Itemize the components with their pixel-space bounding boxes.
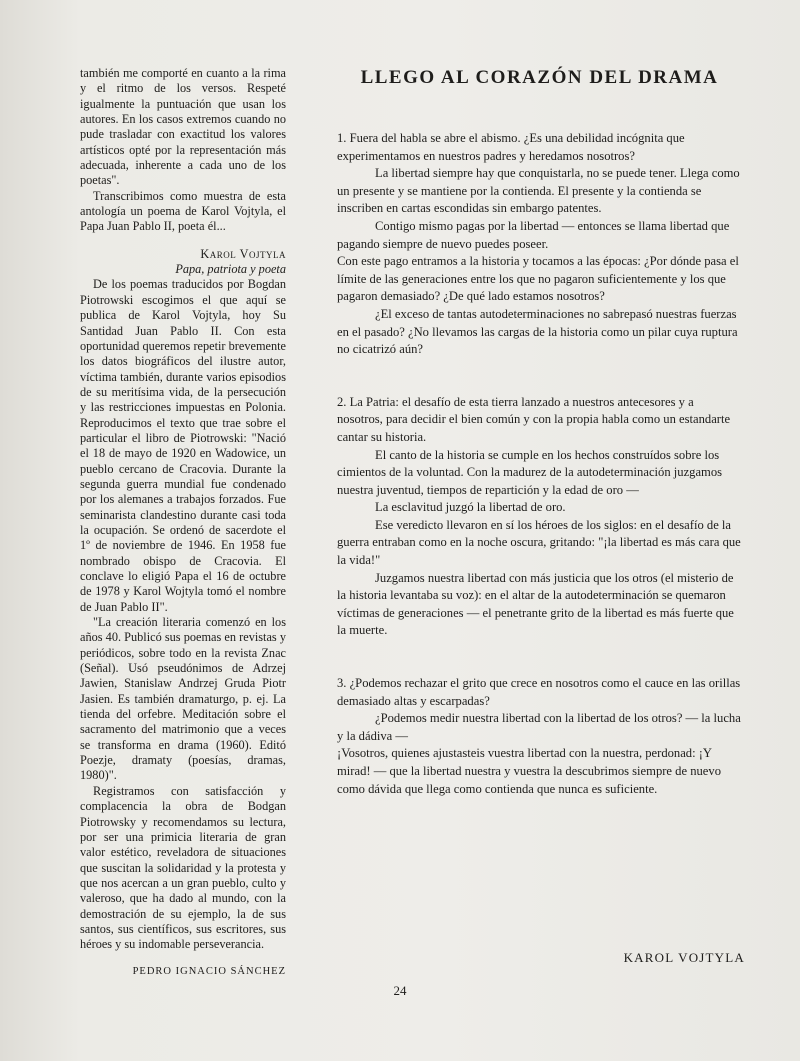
page-number: 24 xyxy=(393,983,407,998)
poem-line: ¡Vosotros, quienes ajustasteis vuestra libertad con la nuestra, perdonad: ¡Y mirad! — que la libertad nuestra y vuestra la descubrimos siempre de nuevo como dávida que llega como contienda que nunca es suficiente. xyxy=(337,746,721,796)
poem-line: Con este pago entramos a la historia y tocamos a las épocas: ¿Por dónde pasa el límite de las generaciones entre los que no pagaron suficientemente y los que pagaron demasiado? ¿De qué lado estamos nosotros? xyxy=(337,254,739,304)
left-paragraph-5: Registramos con satisfacción y complacencia la obra de Bodgan Piotrowsky y recomendamos su lectura, por ser una primicia literaria de gran valor estético, reveladora de situaciones que suscitan la solidaridad y la protesta y que nos acercan a un gran pueblo, culto y valeroso, que ha dado al mundo, con la demostración de su ejemplo, la de sus santos, sus científicos, sus escritores, sus héroes y su indomable perseverancia. xyxy=(80,783,286,952)
poem-section-3 xyxy=(337,675,742,798)
left-paragraph-4: "La creación literaria comenzó en los años 40. Publicó sus poemas en revistas y periódicos, sobre todo en la revista Znac (Señal). Usó pseudónimos de Adrzej Jawien, Stanislaw Andrzej Gruda Piotr Jasien. Es también dramaturgo, p. ej. La tienda del orfebre. Meditación sobre el sacramento del matrimonio que a veces se transforma en drama (1960). Editó Poezje, dramaty (poesías, dramas, 1980)". xyxy=(80,615,286,783)
poem-title: LLEGO AL CORAZÓN DEL DRAMA xyxy=(360,67,719,88)
poem-line: ¿El exceso de tantas autodeterminaciones no sabrepasó nuestras fuerzas en el pasado? ¿No llevamos las cargas de la historia como un pilar cuya ruptura no cicatrizó aún? xyxy=(337,306,738,357)
poem-line: Juzgamos nuestra libertad con más justicia que los otros (el misterio de la historia levantaba su voz): en el altar de la autodeterminación se quemaron víctimas de generaciones — el penetrante grito de la libertad es más fuerte que la muerte. xyxy=(337,570,734,638)
poem-author-subtitle: Papa, patriota y poeta xyxy=(175,262,286,277)
poem-section-2 xyxy=(337,394,742,640)
poem-line: 3. ¿Podemos rechazar el grito que crece en nosotros como el cauce en las orillas demasiado altas y escarpadas? xyxy=(337,676,741,708)
article-signature: PEDRO IGNACIO SÁNCHEZ xyxy=(132,965,286,977)
left-paragraph-2: Transcribimos como muestra de esta antología un poema de Karol Vojtyla, el Papa Juan Pablo II, poeta él... xyxy=(80,188,286,234)
poem-author-heading: Karol Vojtyla xyxy=(200,246,286,261)
poem-line: La esclavitud juzgó la libertad de oro. xyxy=(375,500,566,515)
poem-section-1 xyxy=(337,130,742,359)
poem-author-signature: KAROL VOJTYLA xyxy=(623,950,745,965)
poem-line: 1. Fuera del habla se abre el abismo. ¿Es una debilidad incógnita que experimentamos en nuestros padres y heredamos nosotros? xyxy=(337,131,685,163)
poem-line: Contigo mismo pagas por la libertad — entonces se llama libertad que pagando siempre de nuevo puedes poseer. xyxy=(337,218,730,251)
right-column xyxy=(337,66,742,833)
poem-line: 2. La Patria: el desafío de esta tierra lanzado a nuestros antecesores y a nosotros, para decidir el bien común y con la propia habla como un estandarte cantar su historia. xyxy=(337,394,731,444)
left-column xyxy=(80,66,286,979)
left-paragraph-3: De los poemas traducidos por Bogdan Piotrowski escogimos el que aquí se publica de Karol Vojtyla, hoy Su Santidad Juan Pablo II. Con esta oportunidad queremos repetir brevemente los datos biográficos del ilustre autor, víctima también, durante varios episodios de su meritísima vida, de la persecución y las restricciones impuestas en Polonia. Reproducimos el texto que trae sobre el particular el libro de Piotrowski: "Nació el 18 de mayo de 1920 en Wadowice, un pueblo cercano de Cracovia. Durante la segunda guerra mundial fue condenado por los alemanes a trabajos forzados. Fue seminarista clandestino durante casi toda la ocupación. Se ordenó de sacerdote el 1º de noviembre de 1946. En 1958 fue nombrado obispo de Cracovia. El conclave lo eligió Papa el 16 de octubre de 1978 y Karol Wojtyla tomó el nombre de Juan Pablo II". xyxy=(80,277,286,614)
left-paragraph-1: también me comporté en cuanto a la rima y el ritmo de los versos. Respeté igualmente la puntuación que usan los autores. En los casos extremos cuando no pude trasladar con exactitud los valores artísticos opté por la representación más adecuada, inherente a cada uno de los poetas". xyxy=(80,66,286,188)
poem-line: El canto de la historia se cumple en los hechos construídos sobre los cimientos de la voluntad. Con la madurez de la autodeterminación juzgamos nuestra juventud, tiempos de repartición y la edad de oro — xyxy=(337,447,723,497)
poem-line: Ese veredicto llevaron en sí los héroes de los siglos: en el desafío de la guerra entraban como en la noche oscura, gritando: "¡la libertad es más cara que la vida!" xyxy=(337,517,741,568)
poem-line: ¿Podemos medir nuestra libertad con la libertad de los otros? — la lucha y la dádiva — xyxy=(337,711,741,743)
poem-line: La libertad siempre hay que conquistarla, no se puede tener. Llega como un presente y se mantiene por la contienda. El presente y la contienda se inscriben en cartas escondidas sin embargo patentes. xyxy=(337,166,740,216)
